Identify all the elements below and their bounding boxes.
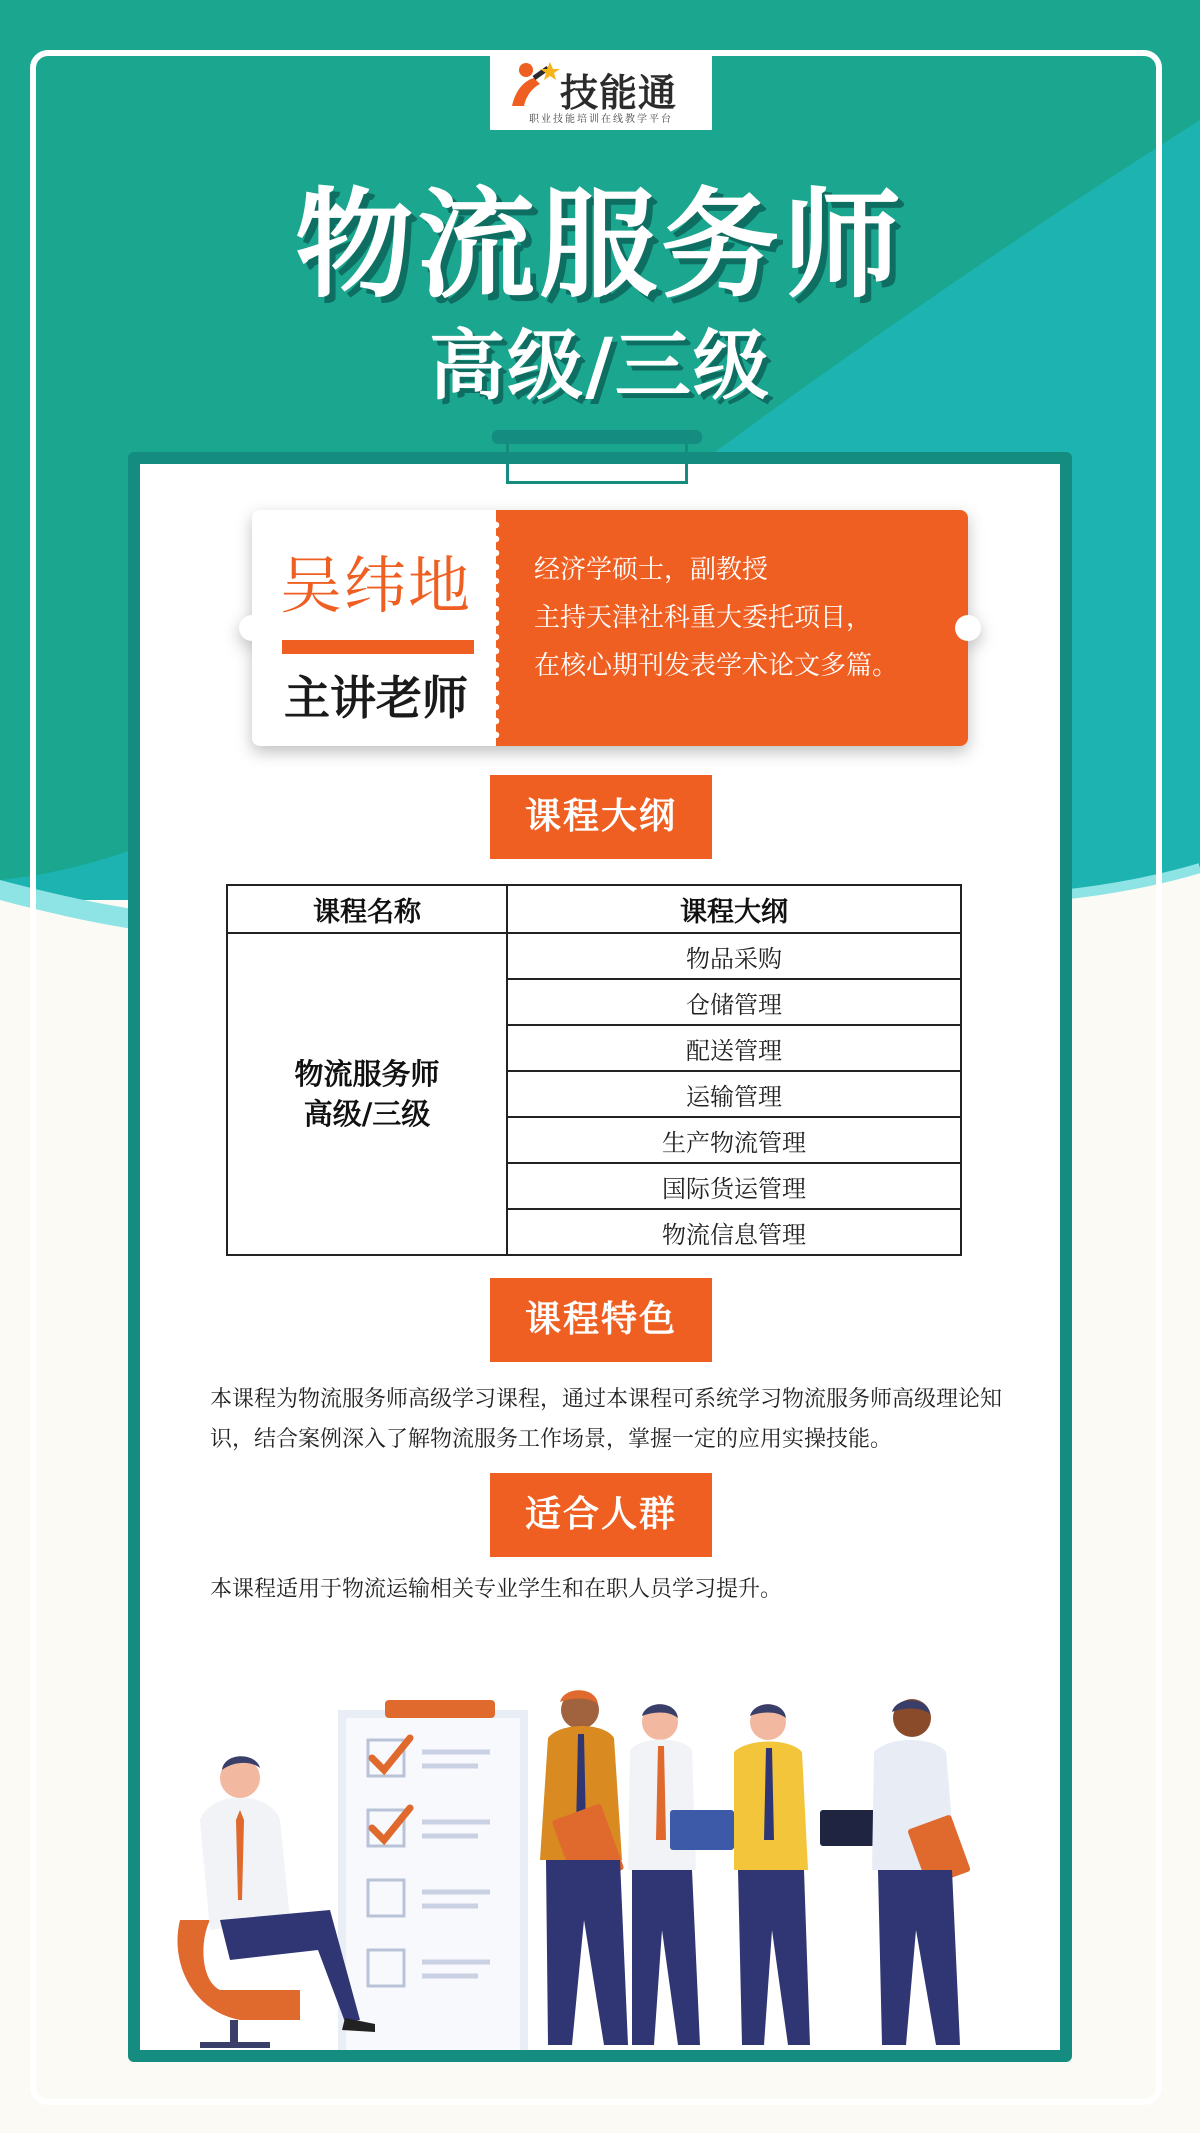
course-name-line: 物流服务师 — [294, 1057, 440, 1091]
checklist-board-icon — [338, 1700, 528, 2050]
bio-line: 经济学硕士，副教授 — [534, 555, 769, 585]
logo — [490, 52, 712, 130]
teacher-divider — [282, 640, 474, 654]
table-header-course-name: 课程名称 — [227, 885, 507, 933]
logo-figure-icon — [504, 60, 564, 110]
clipboard-bar — [492, 430, 702, 444]
teacher-name: 吴纬地 — [279, 549, 472, 622]
ticket-notch-right — [955, 615, 981, 641]
features-text: 本课程为物流服务师高级学习课程，通过本课程可系统学习物流服务师高级理论知识，结合案例深入了解物流服务工作场景，掌握一定的应用实操技能。 — [210, 1387, 1003, 1452]
table-cell: 物品采购 — [507, 933, 961, 979]
bio-line: 在核心期刊发表学术论文多篇。 — [534, 651, 899, 681]
logo-text: 技能通 — [560, 71, 678, 115]
course-name-cell — [227, 933, 507, 1255]
table-cell: 仓储管理 — [507, 979, 961, 1025]
audience-text: 本课程适用于物流运输相关专业学生和在职人员学习提升。 — [210, 1577, 783, 1602]
clipboard-clip — [506, 440, 688, 484]
table-cell: 配送管理 — [507, 1025, 961, 1071]
table-row — [227, 933, 961, 979]
section-audience-label: 适合人群 — [490, 1473, 712, 1557]
bio-line: 主持天津社科重大委托项目， — [534, 603, 873, 633]
table-header-row — [227, 885, 961, 933]
ticket-perforation — [490, 518, 502, 738]
teacher-role: 主讲老师 — [284, 671, 468, 725]
team-illustration — [160, 1660, 1040, 2050]
teacher-card-left — [252, 510, 496, 746]
table-cell: 生产物流管理 — [507, 1117, 961, 1163]
ticket-notch-left — [239, 615, 265, 641]
table-cell: 运输管理 — [507, 1071, 961, 1117]
page-title: 物流服务师 — [294, 176, 905, 314]
teacher-card-right — [496, 510, 968, 746]
page-subtitle: 高级/三级 — [429, 321, 771, 410]
section-features-label: 课程特色 — [490, 1278, 712, 1362]
table-cell: 物流信息管理 — [507, 1209, 961, 1255]
team-of-people-icon — [540, 1690, 971, 2045]
section-outline-label: 课程大纲 — [490, 775, 712, 859]
table-header-outline: 课程大纲 — [507, 885, 961, 933]
table-cell: 国际货运管理 — [507, 1163, 961, 1209]
outline-table — [226, 884, 962, 1256]
teacher-card — [252, 510, 968, 746]
teacher-bio — [534, 546, 954, 690]
course-name-line: 高级/三级 — [303, 1097, 431, 1131]
logo-subtitle: 职业技能培训在线教学平台 — [529, 114, 673, 125]
